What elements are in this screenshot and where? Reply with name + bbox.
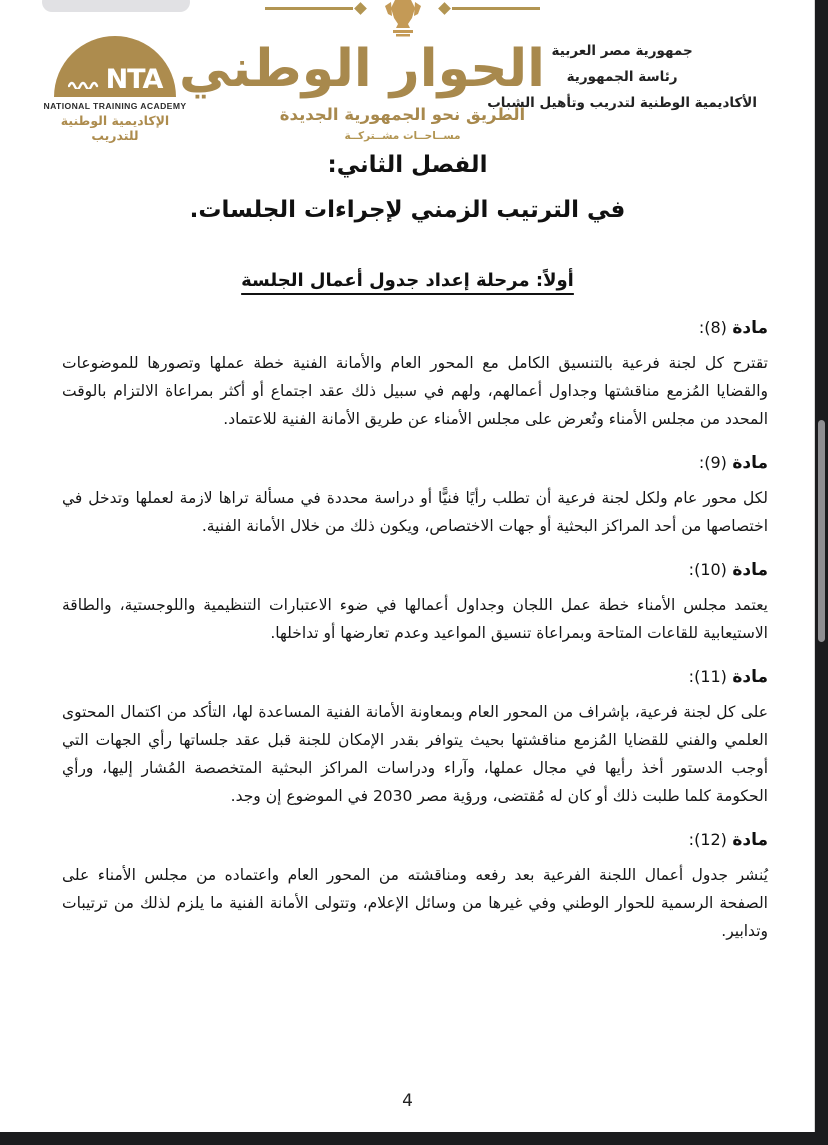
scrollbar-thumb[interactable]	[818, 420, 825, 642]
article-12-text: يُنشر جدول أعمال اللجنة الفرعية بعد رفعه ومناقشته من المحور العام واعتماده من مجلس الأمناء على الصفحة الرسمية للحوار الوطني وفي غيرها من وسائل الإعلام، وتتولى الأمانة الفنية ما يلزم لذلك من ترتيبات وتدابير.	[62, 866, 768, 940]
article-11-label: مادة	[732, 667, 768, 687]
article-8-heading	[62, 316, 768, 340]
ornament-line-left	[265, 7, 353, 10]
article-10-text: يعتمد مجلس الأمناء خطة عمل اللجان وجداول أعمالها في ضوء الاعتبارات التنظيمية واللوجستية، والطاقة الاستيعابية للقاعات المتاحة وبمراعاة تنسيق المواعيد وعدم تعارضها أو تداخلها.	[62, 596, 768, 642]
section-heading	[0, 270, 815, 291]
dialogue-tagline: الطريق نحو الجمهورية الجديدة	[279, 104, 526, 124]
articles-list	[62, 316, 768, 963]
ornament-diamond-left	[354, 2, 367, 15]
wave-icon	[68, 77, 102, 89]
article-12-heading	[62, 828, 768, 852]
article-12-number: (12):	[688, 830, 727, 849]
article-11	[62, 665, 768, 810]
dialogue-subtagline: مســاحــات مشــتركــة	[344, 129, 461, 142]
article-11-text: على كل لجنة فرعية، بإشراف من المحور العام وبمعاونة الأمانة الفنية المساعدة لها، التأكد من اكتمال المحتوى العلمي والفني للقضايا المُزمع مناقشتها بحيث يتوافر بقدر الإمكان للجنة قبل عقد جلساتها رأي الجهات التي أوجب الدستور أخذ رأيها في مجال عملها، وآراء ودراسات المراكز البحثية المتخصصة المُشار إليها، ورأي الحكومة كلما طلبت ذلك أو كان له مُقتضى، ورؤية مصر 2030 في الموضوع إن وجد.	[62, 703, 768, 805]
chapter-subtitle: في الترتيب الزمني لإجراءات الجلسات.	[189, 197, 626, 223]
dialogue-wordmark: الحوار الوطني	[178, 39, 545, 99]
article-9	[62, 451, 768, 540]
emblem-row	[260, 0, 545, 40]
article-8-text: تقترح كل لجنة فرعية بالتنسيق الكامل مع المحور العام والأمانة الفنية خطة عملها وتصورها للموضوعات والقضايا المُزمع مناقشتها وجداول أعمالهم، ولهم في سبيل ذلك عقد اجتماع أو أكثر بمراعاة الالتزام بالوقت المحدد من مجلس الأمناء وتُعرض على مجلس الأمناء عن طريق الأمانة الفنية للاعتماد.	[62, 354, 768, 428]
article-11-heading	[62, 665, 768, 689]
nta-name-ar: الإكاديمية الوطنية للتدريب	[60, 113, 170, 143]
article-9-heading	[62, 451, 768, 475]
nta-dome-icon	[54, 36, 176, 97]
bottom-frame-bar	[0, 1132, 828, 1145]
nta-logo	[35, 36, 195, 143]
article-8-label: مادة	[732, 318, 768, 338]
article-10-heading	[62, 558, 768, 582]
article-9-number: (9):	[698, 453, 727, 472]
official-line-presidency: رئاسة الجمهورية	[566, 69, 678, 85]
article-9-text: لكل محور عام ولكل لجنة فرعية أن تطلب رأيًا فنيًّا أو دراسة محددة في مسألة تراها لازمة لعملها وتدخل في اختصاصها من أحد المراكز البحثية أو جهات الاختصاص، ويكون ذلك من خلال الأمانة الفنية.	[62, 489, 768, 535]
section-heading-text: أولاً: مرحلة إعداد جدول أعمال الجلسة	[241, 270, 574, 291]
article-10	[62, 558, 768, 647]
official-line-academy: الأكاديمية الوطنية لتدريب وتأهيل الشباب	[487, 95, 757, 111]
ornament-line-right	[452, 7, 540, 10]
chapter-title: الفصل الثاني:	[327, 152, 488, 178]
article-12-label: مادة	[732, 830, 768, 850]
scrollbar-track[interactable]	[815, 0, 828, 1145]
page-number: 4	[402, 1091, 413, 1111]
official-header-block	[487, 38, 757, 116]
article-9-label: مادة	[732, 453, 768, 473]
article-8-number: (8):	[698, 318, 727, 337]
article-11-number: (11):	[688, 667, 727, 686]
page-header	[0, 0, 815, 150]
article-10-label: مادة	[732, 560, 768, 580]
nta-name-en: NATIONAL TRAINING ACADEMY	[43, 101, 187, 111]
article-8	[62, 316, 768, 433]
official-line-country: جمهورية مصر العربية	[551, 43, 693, 59]
eagle-emblem-icon	[382, 0, 424, 40]
article-12	[62, 828, 768, 945]
article-10-number: (10):	[688, 560, 727, 579]
nta-acronym: NTA	[105, 64, 163, 95]
ornament-diamond-right	[438, 2, 451, 15]
